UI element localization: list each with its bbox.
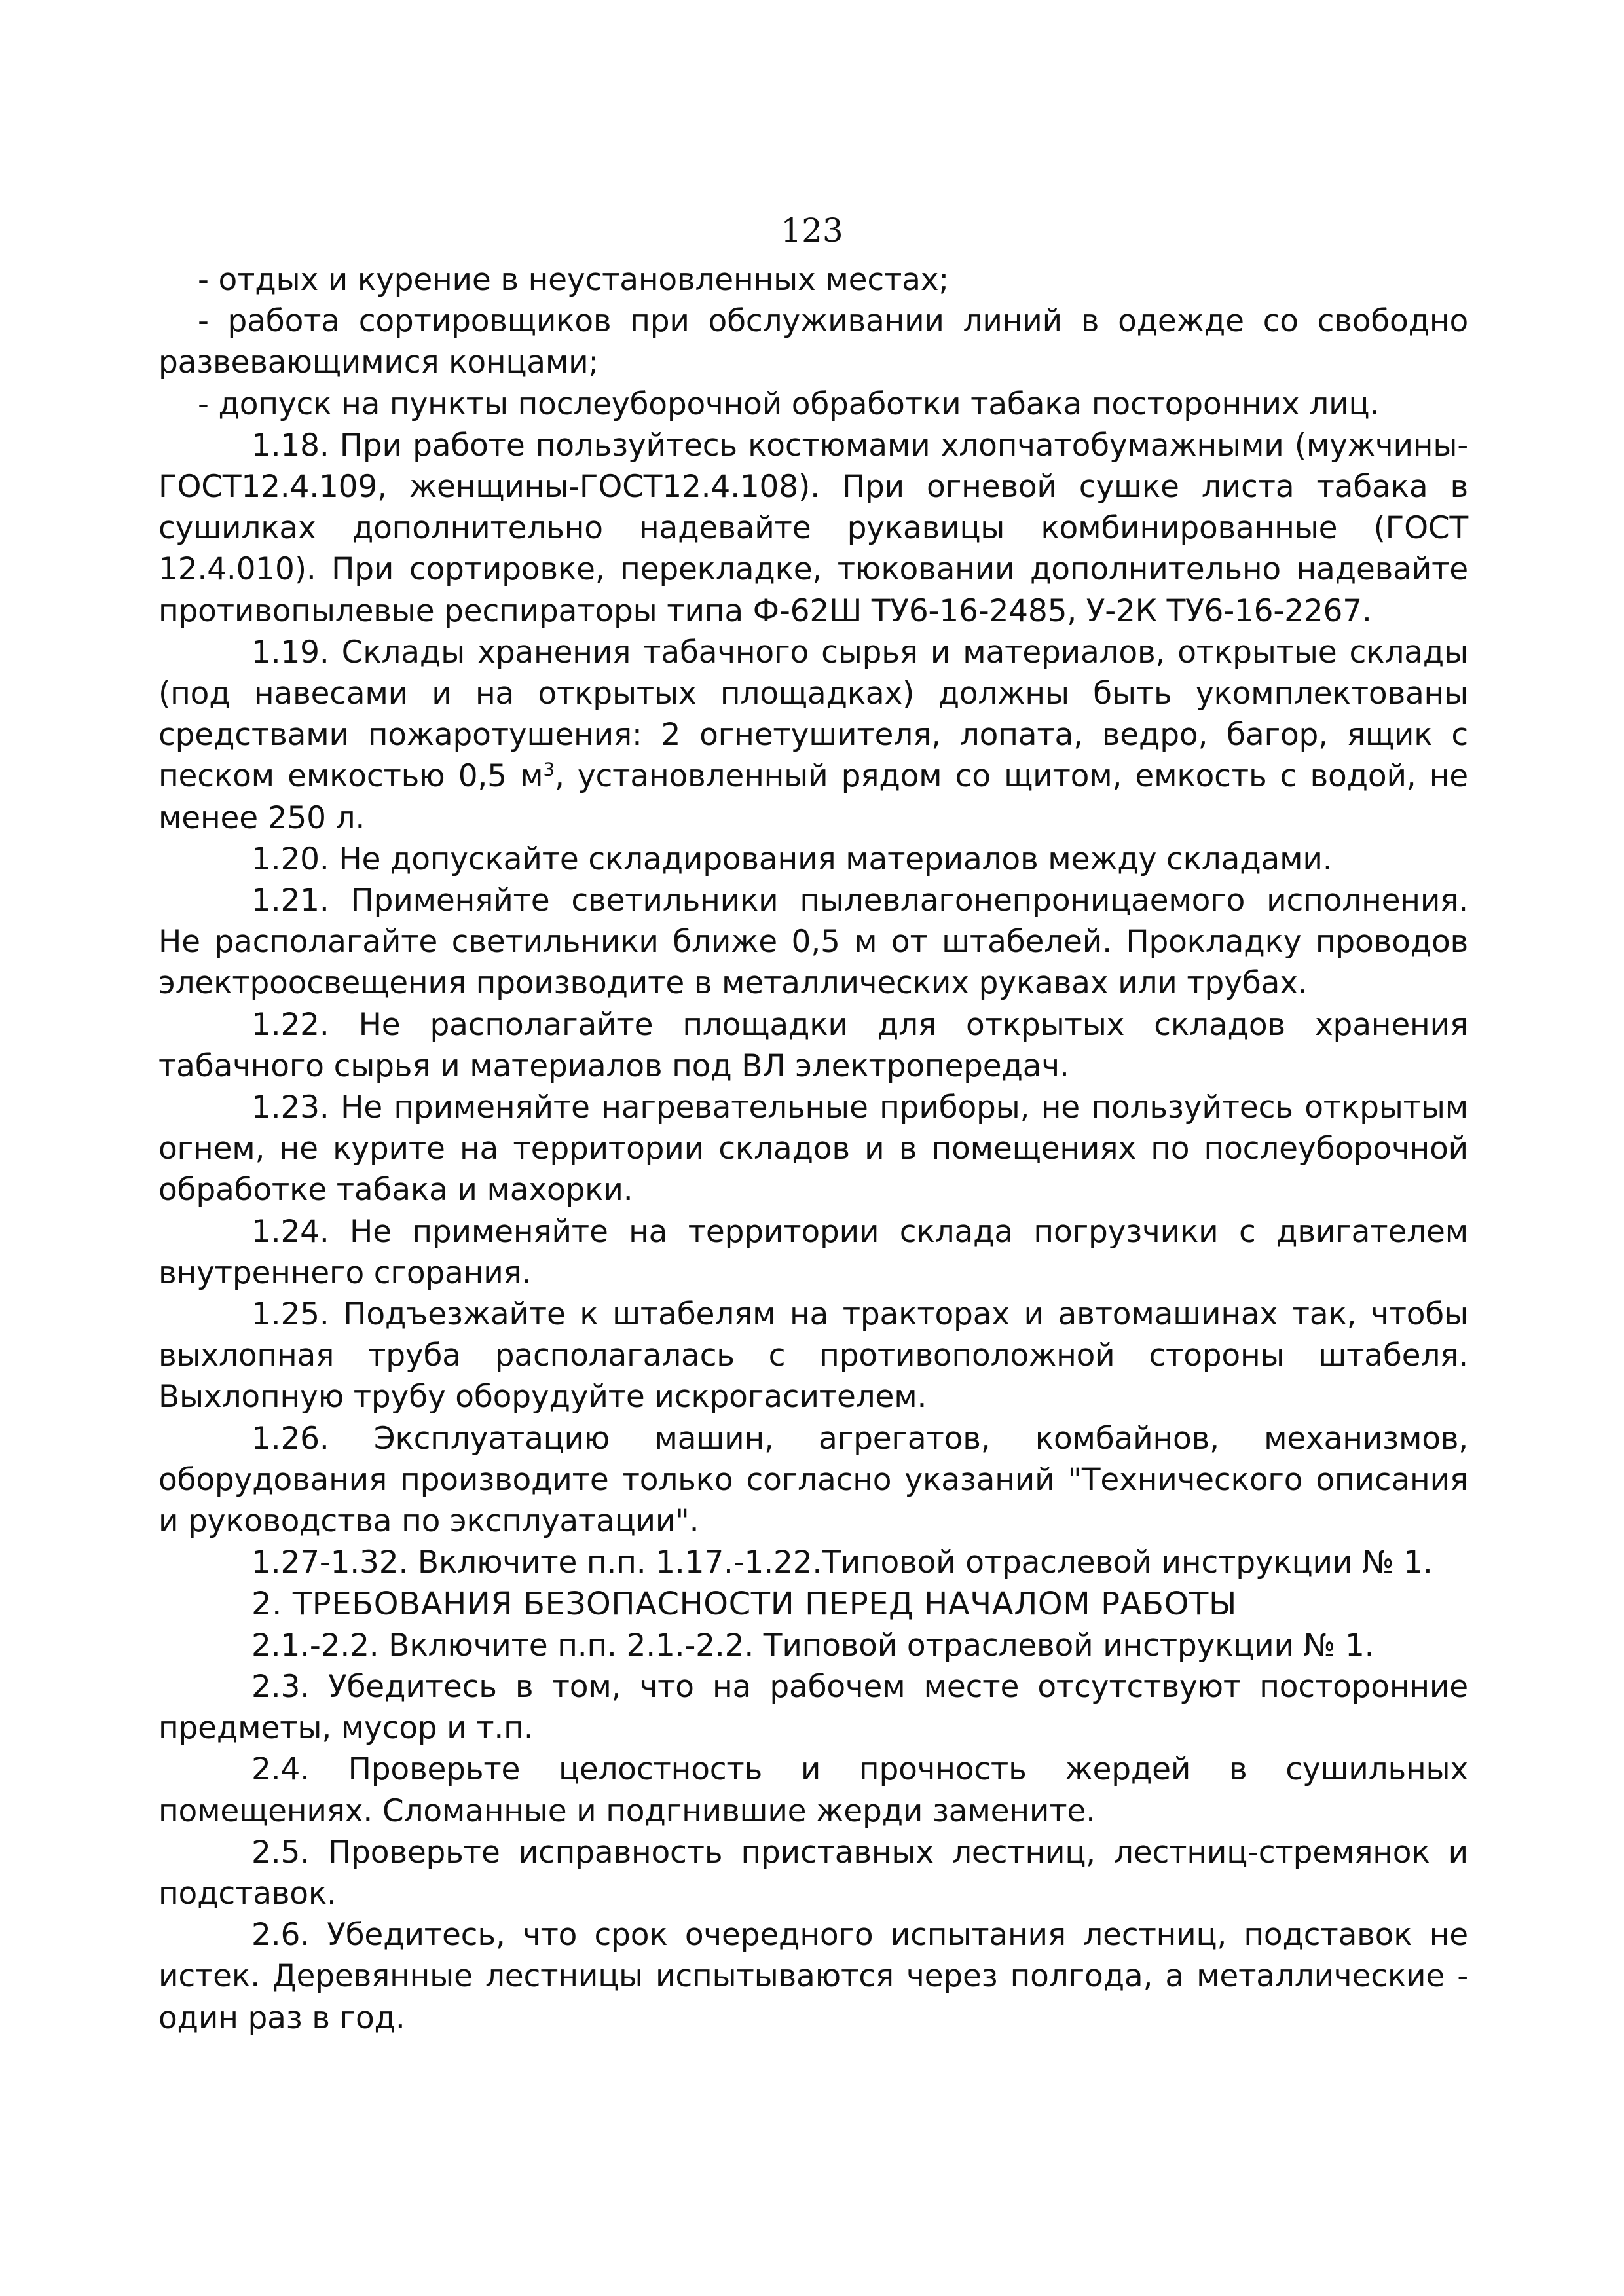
document-body — [158, 259, 1468, 2039]
paragraph-1-18: 1.18. При работе пользуйтесь костюмами хлопчатобумажными (мужчины-ГОСТ12.4.109, женщины-ГОСТ12.4.108). При огневой сушке листа табака в сушилках дополнительно надевайте рукавицы комбинированные (ГОСТ 12.4.010). При сортировке, перекладке, тюковании дополнительно надевайте противопылевые респираторы типа Ф-62Ш ТУ6-16-2485, У-2К ТУ6-16-2267. — [158, 427, 1468, 629]
paragraph-1-25: 1.25. Подъезжайте к штабелям на тракторах и автомашинах так, чтобы выхлопная труба располагалась с противоположной стороны штабеля. Выхлопную трубу оборудуйте искрогасителем. — [158, 1296, 1468, 1415]
section-heading-2: 2. ТРЕБОВАНИЯ БЕЗОПАСНОСТИ ПЕРЕД НАЧАЛОМ РАБОТЫ — [251, 1585, 1237, 1622]
paragraph-1-22: 1.22. Не располагайте площадки для открытых складов хранения табачного сырья и материалов под ВЛ электропередач. — [158, 1006, 1468, 1084]
list-item-sorters-clothing: - работа сортировщиков при обслуживании линий в одежде со свободно развевающимися концами; — [158, 303, 1468, 381]
page-number: 123 — [781, 211, 843, 249]
paragraph-1-26: 1.26. Эксплуатацию машин, агрегатов, комбайнов, механизмов, оборудования производите только согласно указаний "Технического описания и руководства по эксплуатации". — [158, 1420, 1468, 1540]
list-item-outsider-access: - допуск на пункты послеуборочной обработки табака посторонних лиц. — [198, 386, 1379, 422]
paragraph-1-21: 1.21. Применяйте светильники пылевлагонепроницаемого исполнения. Не располагайте светильники ближе 0,5 м от штабелей. Прокладку проводов электроосвещения производите в металлических рукавах или трубах. — [158, 883, 1468, 1002]
cubic-superscript: 3 — [543, 758, 555, 780]
paragraph-2-1-2-2: 2.1.-2.2. Включите п.п. 2.1.-2.2. Типовой отраслевой инструкции № 1. — [251, 1627, 1375, 1664]
paragraph-1-19-text-b: , установленный рядом со щитом, емкость с водой, не менее 250 л. — [158, 758, 1468, 836]
paragraph-2-5: 2.5. Проверьте исправность приставных лестниц, лестниц-стремянок и подставок. — [158, 1834, 1468, 1912]
paragraph-1-19-text-a: 1.19. Склады хранения табачного сырья и материалов, открытые склады (под навесами и на открытых площадках) должны быть укомплектованы средствами пожаротушения: 2 огнетушителя, лопата, ведро, багор, ящик с песком емкостью 0,5 м — [158, 634, 1468, 795]
paragraph-1-23: 1.23. Не применяйте нагревательные приборы, не пользуйтесь открытым огнем, не курите на территории складов и в помещениях по послеуборочной обработке табака и махорки. — [158, 1089, 1468, 1209]
paragraph-1-24: 1.24. Не применяйте на территории склада погрузчики с двигателем внутреннего сгорания. — [158, 1213, 1468, 1291]
list-item-rest-smoking: - отдых и курение в неустановленных местах; — [198, 262, 949, 298]
paragraph-1-19 — [158, 632, 1468, 839]
paragraph-2-4: 2.4. Проверьте целостность и прочность жердей в сушильных помещениях. Сломанные и подгнившие жерди замените. — [158, 1751, 1468, 1829]
paragraph-1-27-1-32: 1.27-1.32. Включите п.п. 1.17.-1.22.Типовой отраслевой инструкции № 1. — [251, 1544, 1433, 1581]
paragraph-2-3: 2.3. Убедитесь в том, что на рабочем месте отсутствуют посторонние предметы, мусор и т.п. — [158, 1668, 1468, 1747]
paragraph-2-6: 2.6. Убедитесь, что срок очередного испытания лестниц, подставок не истек. Деревянные лестницы испытываются через полгода, а металлические - один раз в год. — [158, 1917, 1468, 2036]
paragraph-1-20: 1.20. Не допускайте складирования материалов между складами. — [251, 841, 1333, 877]
